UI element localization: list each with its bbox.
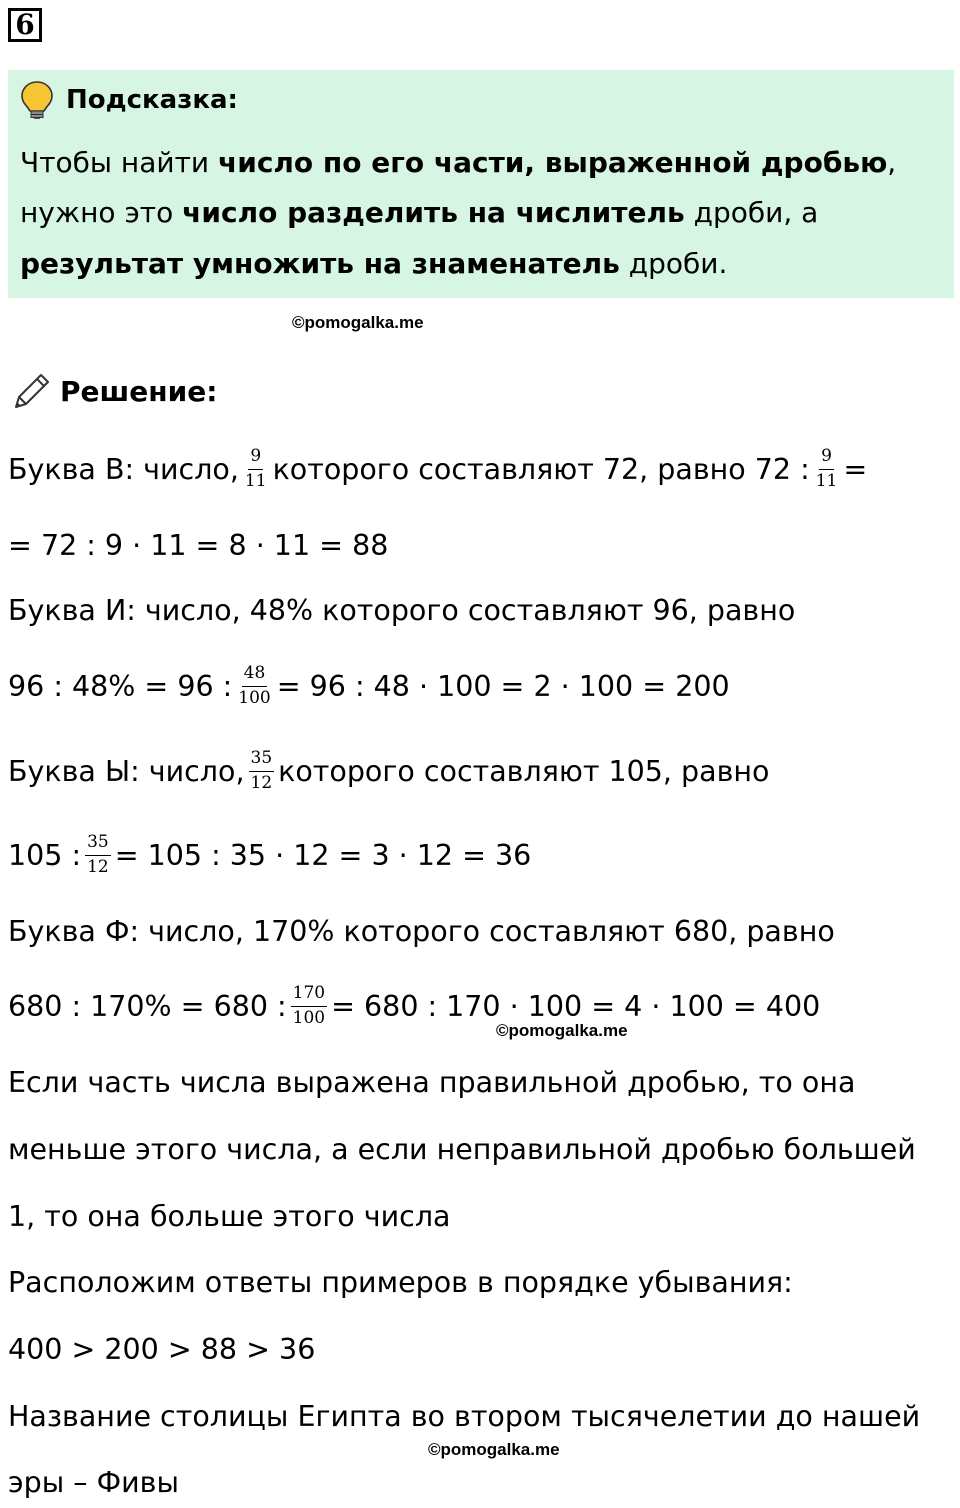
fraction: $\frac{9}{11}$ — [815, 445, 838, 491]
final-answer: эры – Фивы — [8, 1465, 179, 1499]
answer-order: 400 > 200 > 88 > 36 — [8, 1332, 316, 1366]
task-number: 6 — [8, 8, 42, 42]
solution-line-6: 105 : $\frac{35}{12}$ = 105 : 35 · 12 = 3 · 12 = 36 — [8, 831, 532, 877]
hint-line-1: Чтобы найти число по его части, выраженной дробью, — [20, 146, 897, 179]
solution-line-8: 680 : 170% = 680 : $\frac{170}{100}$ = 680 : 170 · 100 = 4 · 100 = 400 — [8, 982, 821, 1028]
solution-line-7: Буква Ф: число, 170% которого составляют 680, равно — [8, 914, 835, 948]
watermark: ©pomogalka.me — [292, 313, 424, 332]
fraction: $\frac{35}{12}$ — [250, 747, 273, 793]
solution-title — [12, 368, 217, 414]
lightbulb-icon — [20, 80, 54, 120]
paragraph-line: 1, то она больше этого числа — [8, 1199, 451, 1233]
fraction: $\frac{9}{11}$ — [244, 445, 267, 491]
hint-line-3: результат умножить на знаменатель дроби. — [20, 247, 728, 280]
solution-line-4: 96 : 48% = 96 : $\frac{48}{100}$ = 96 : 48 · 100 = 2 · 100 = 200 — [8, 662, 730, 708]
fraction: $\frac{35}{12}$ — [87, 831, 109, 877]
paragraph-line: меньше этого числа, а если неправильной дробью большей — [8, 1132, 916, 1166]
watermark: ©pomogalka.me — [496, 1021, 628, 1040]
solution-line-1: Буква В: число, $\frac{9}{11}$ которого составляют 72, равно 72 : $\frac{9}{11}$ = — [8, 445, 868, 491]
solution-title-text: Решение: — [60, 374, 218, 408]
solution-line-2: = 72 : 9 · 11 = 8 · 11 = 88 — [8, 528, 389, 562]
fraction: $\frac{48}{100}$ — [238, 662, 271, 708]
watermark: ©pomogalka.me — [428, 1440, 560, 1459]
hint-line-2: нужно это число разделить на числитель дроби, а — [20, 196, 819, 229]
hint-title-text: Подсказка: — [66, 85, 238, 115]
fraction: $\frac{170}{100}$ — [292, 982, 326, 1028]
solution-line-5: Буква Ы: число, $\frac{35}{12}$ которого составляют 105, равно — [8, 747, 770, 793]
hint-title — [20, 78, 238, 122]
paragraph-line: Расположим ответы примеров в порядке убывания: — [8, 1265, 793, 1299]
paragraph-line: Если часть числа выражена правильной дробью, то она — [8, 1065, 856, 1099]
solution-line-3: Буква И: число, 48% которого составляют 96, равно — [8, 593, 796, 627]
pencil-icon — [12, 371, 52, 411]
paragraph-line: Название столицы Египта во втором тысячелетии до нашей — [8, 1399, 921, 1433]
